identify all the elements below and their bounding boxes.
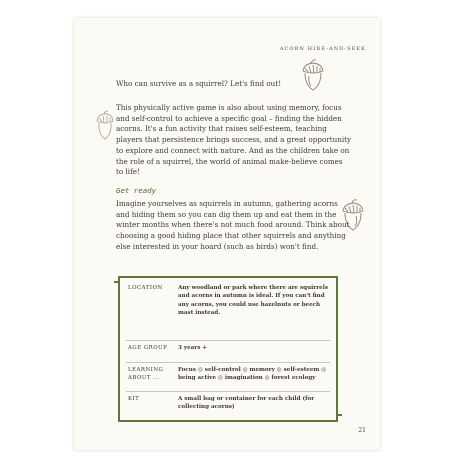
intro-paragraph: Who can survive as a squirrel? Let's find out! — [116, 79, 282, 88]
learning-label-line-1: LEARNING — [128, 367, 164, 373]
table-row-kit — [126, 391, 330, 418]
learning-about-label — [128, 366, 174, 383]
location-value: Any woodland or park where there are squirrels and acorns in autumn is ideal. If you can't find any acorns, you could use hazelnuts or beech mast instead. — [178, 285, 329, 316]
age-group-label: AGE GROUP — [128, 345, 168, 351]
age-group-value: 3 years + — [178, 345, 208, 351]
page-number: 21 — [358, 427, 366, 434]
running-head: ACORN HIDE-AND-SEEK — [279, 46, 366, 52]
location-label: LOCATION — [128, 285, 163, 291]
get-ready-paragraph: Imagine yourselves as squirrels in autumn, gathering acorns and hiding them so you can dig them up and eat them in the winter months when there's not much food around. Think about choosing a good hiding place that other squirrels and anything else interested in your hoard (such as birds) won't find. — [116, 199, 350, 251]
learning-label-line-2: ABOUT ... — [128, 375, 160, 382]
table-row-learning-about — [126, 362, 330, 392]
table-row-location — [126, 280, 330, 341]
acorn-icon — [95, 110, 115, 142]
learning-about-value: Focus ◎ self-control ◎ memory ◎ self-esteem ◎ being active ◎ imagination ◎ forest ecology — [178, 367, 327, 382]
book-page — [74, 18, 380, 450]
activity-info-table — [118, 276, 338, 422]
get-ready-heading: Get ready — [116, 186, 157, 195]
kit-label: KIT — [128, 396, 140, 402]
description-paragraph: This physically active game is also about using memory, focus and self-control to achieve a specific goal – finding the hidden acorns. It's a fun activity that raises self-esteem, teaching players that persistence brings success, and a great opportunity to explore and connect with nature. And as the children take on the role of a squirrel, the world of animal make-believe comes to life! — [116, 103, 352, 177]
kit-value: A small bag or container for each child (for collecting acorns) — [178, 396, 315, 411]
table-row-age-group — [126, 340, 330, 363]
